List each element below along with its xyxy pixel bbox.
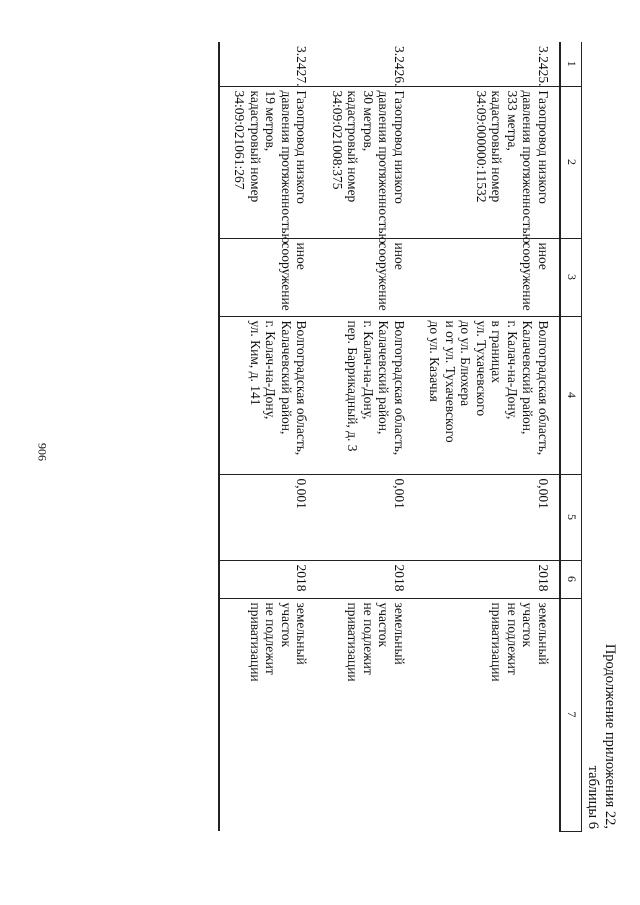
object-type-cell (219, 238, 318, 316)
col-header-3: 3 (560, 238, 582, 316)
area-cell: 0,001 (318, 474, 416, 560)
object-type-line: иное (536, 242, 551, 270)
address-cell (415, 316, 560, 474)
object-name-line: Газопровод низкого (536, 90, 551, 204)
object-type-line: иное (392, 242, 407, 270)
note-line: приватизации (248, 602, 263, 682)
address-line: пер. Баррикадный, д. 3 (345, 320, 361, 452)
col-header-5: 5 (560, 474, 582, 560)
address-line: до ул. Блюхера (458, 320, 474, 407)
object-type-cell (415, 238, 560, 316)
address-line: в границах (489, 320, 505, 383)
object-name-line: 34:09:021061:267 (232, 90, 248, 190)
address-line: г. Калач-на-Дону, (263, 320, 279, 420)
address-line: г. Калач-на-Дону, (361, 320, 376, 420)
object-type-line: сооружение (376, 242, 392, 311)
object-type-cell (318, 238, 416, 316)
address-line: Волгоградская область, (294, 320, 310, 456)
object-type-line: сооружение (279, 242, 294, 311)
col-header-7: 7 (560, 598, 582, 831)
address-line: до ул. Казачья (427, 320, 443, 402)
note-cell (219, 598, 318, 831)
object-type-line: сооружение (520, 242, 536, 311)
note-cell (318, 598, 416, 831)
header-row (560, 42, 582, 831)
note-line: участок (520, 602, 536, 648)
note-line: участок (376, 602, 392, 648)
property-table (218, 42, 582, 832)
note-line: земельный (392, 602, 407, 665)
object-name-cell (318, 86, 416, 244)
row-number-cell: 3.2426. (392, 46, 407, 87)
year-cell: 2018 (318, 560, 416, 598)
caption-line-1: Продолжение приложения 22, (602, 643, 618, 829)
note-line: земельный (294, 602, 310, 665)
object-name-line: Газопровод низкого (392, 90, 407, 204)
object-name-line: давления протяженностью (376, 90, 392, 244)
note-line: не подлежит (361, 602, 376, 675)
address-line: г. Калач-на-Дону, (505, 320, 520, 420)
table-row (219, 42, 318, 831)
address-cell (318, 316, 416, 474)
address-line: Калачевский район, (279, 320, 294, 435)
year-cell: 2018 (219, 560, 318, 598)
note-line: не подлежит (505, 602, 520, 675)
object-name-line: 30 метров, (361, 90, 376, 152)
address-line: Калачевский район, (376, 320, 392, 435)
caption-line-2: таблицы 6 (585, 765, 601, 829)
address-line: ул. Ким, д. 141 (248, 320, 263, 406)
address-line: и от ул. Тухачевского (443, 320, 458, 443)
object-name-line: давления протяженностью (520, 90, 536, 244)
object-type-line: иное (294, 242, 310, 270)
year-cell: 2018 (415, 560, 560, 598)
col-header-4: 4 (560, 316, 582, 474)
col-header-1: 1 (560, 42, 582, 86)
object-name-line: 34:09:021008:375 (330, 90, 345, 190)
table-row (415, 42, 560, 831)
object-name-line: кадастровый номер (489, 90, 505, 203)
row-number-cell: 3.2427. (219, 42, 318, 86)
area-cell: 0,001 (219, 474, 318, 560)
area-cell: 0,001 (415, 474, 560, 560)
col-header-6: 6 (560, 560, 582, 598)
page-number: 906 (35, 443, 50, 461)
object-name-line: кадастровый номер (248, 90, 263, 203)
object-name-line: кадастровый номер (345, 90, 361, 203)
object-name-cell (415, 86, 560, 244)
object-name-line: 333 метра, (505, 90, 520, 151)
address-line: Волгоградская область, (392, 320, 407, 456)
object-name-cell (219, 86, 318, 244)
note-cell (415, 598, 560, 831)
row-number-cell: 3.2425. (536, 46, 551, 87)
note-line: не подлежит (263, 602, 279, 675)
table-body (219, 42, 560, 831)
note-line: приватизации (345, 602, 361, 682)
table-row (318, 42, 416, 831)
address-line: Калачевский район, (520, 320, 536, 435)
note-line: участок (279, 602, 294, 648)
object-name-line: давления протяженностью (279, 90, 294, 244)
object-name-line: 19 метров, (263, 90, 279, 152)
table-caption (584, 644, 618, 829)
address-cell (219, 316, 318, 474)
col-header-2: 2 (560, 86, 582, 238)
object-name-line: 34:09:000000:11532 (474, 90, 489, 203)
note-line: приватизации (489, 602, 505, 682)
address-line: ул. Тухачевского (474, 320, 489, 417)
object-name-line: Газопровод низкого (294, 90, 310, 204)
address-line: Волгоградская область, (536, 320, 551, 456)
note-line: земельный (536, 602, 551, 665)
